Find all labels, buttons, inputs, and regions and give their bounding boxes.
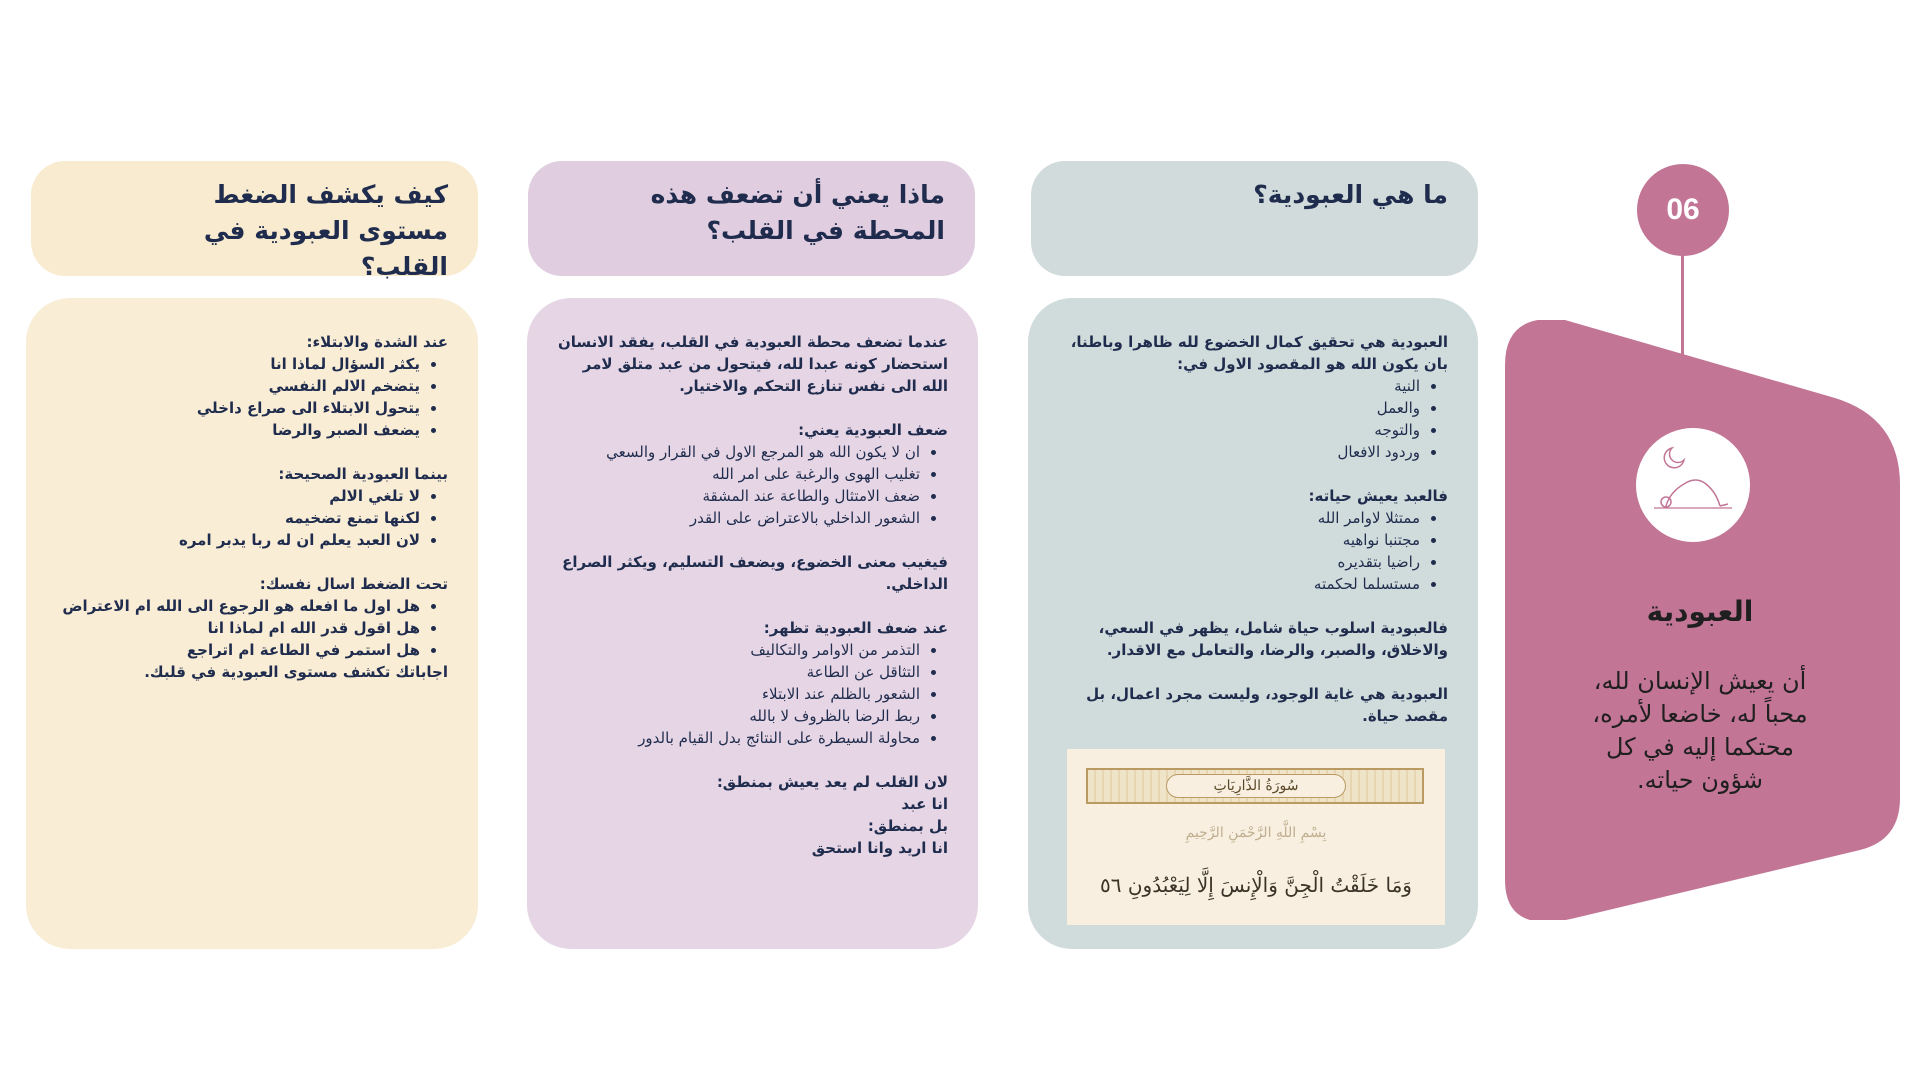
inner-conflict-paragraph: فيغيب معنى الخضوع، ويضعف التسليم، ويكثر الصراع الداخلي. <box>562 553 948 593</box>
description-line: محتكما إليه في كل <box>1605 733 1795 761</box>
list-item: • هل اقول قدر الله ام لماذا انا <box>56 617 420 639</box>
what-is-worship-heading-box <box>1031 161 1478 276</box>
weak-station-heading-box <box>528 161 975 276</box>
quran-verse-image <box>1067 749 1445 925</box>
servant-lives-list <box>1058 507 1448 595</box>
servant-lives-subheading: فالعبد يعيش حياته: <box>1308 487 1448 505</box>
signs-list <box>557 639 948 749</box>
list-item: • محاولة السيطرة على النتائج بدل القيام بالدور <box>557 727 920 749</box>
ayah-text: وَمَا خَلَقْتُ الْجِنَّ وَالْإِنسَ إِلَّا لِيَعْبُدُونِ ٥٦ <box>1100 873 1412 897</box>
hardship-subheading: عند الشدة والابتلاء: <box>306 333 448 351</box>
list-item: • ممتثلا لاوامر الله <box>1058 507 1420 529</box>
weak-station-intro: عندما تضعف محطة العبودية في القلب، يفقد الانسان استحضار كونه عبدا لله، فيتحول من عبد متلق لامر الله الى نفس تنازع التحكم والاختيار. <box>557 333 948 395</box>
list-item: • يتحول الابتلاء الى صراع داخلي <box>56 397 420 419</box>
heart-logic-line: انا عبد <box>901 795 948 813</box>
list-item: • الشعور الداخلي بالاعتراض على القدر <box>557 507 920 529</box>
pressure-heading-box <box>31 161 478 281</box>
surah-title-frame <box>1086 768 1424 804</box>
list-item: • يتضخم الالم النفسي <box>56 375 420 397</box>
list-item: • يكثر السؤال لماذا انا <box>56 353 420 375</box>
list-item: • ضعف الامتثال والطاعة عند المشقة <box>557 485 920 507</box>
description-line: أن يعيش الإنسان لله، <box>1593 667 1807 695</box>
list-item: • هل استمر في الطاعة ام اتراجع <box>56 639 420 661</box>
worship-definition: العبودية هي تحقيق كمال الخضوع لله ظاهرا وباطنا، بان يكون الله هو المقصود الاول في: <box>1070 333 1448 373</box>
weakness-means-subheading: ضعف العبودية يعني: <box>798 421 948 439</box>
list-item: • وردود الافعال <box>1058 441 1420 463</box>
purpose-paragraph: العبودية هي غاية الوجود، وليست مجرد اعمال، بل مقصد حياة. <box>1086 685 1448 725</box>
list-item: • مجتنبا نواهيه <box>1058 529 1420 551</box>
ask-yourself-subheading: تحت الضغط اسال نفسك: <box>259 575 448 593</box>
weak-station-heading: ماذا يعني أن تضعف هذه المحطة في القلب؟ <box>650 180 945 245</box>
prostrating-figure-moon-icon <box>1636 428 1750 542</box>
description-line: شؤون حياته. <box>1637 766 1763 794</box>
worship-title: العبودية <box>1646 595 1754 628</box>
worship-description <box>1540 665 1860 797</box>
way-of-life-paragraph: فالعبودية اسلوب حياة شامل، يظهر في السعي، والاخلاق، والصبر، والرضا، والتعامل مع الاقدار. <box>1098 619 1448 659</box>
list-item: • مستسلما لحكمته <box>1058 573 1420 595</box>
list-item: • راضيا بتقديره <box>1058 551 1420 573</box>
answers-reveal-line: اجاباتك تكشف مستوى العبودية في قلبك. <box>144 663 448 681</box>
pressure-heading: كيف يكشف الضغط مستوى العبودية في القلب؟ <box>203 180 448 281</box>
weak-station-card <box>527 298 978 949</box>
what-is-worship-heading: ما هي العبودية؟ <box>1253 180 1448 209</box>
surah-title: سُورَةُ الذَّارِيَاتِ <box>1166 774 1346 798</box>
list-item: • لا تلغي الالم <box>56 485 420 507</box>
weakness-means-list <box>557 441 948 529</box>
pressure-card <box>26 298 478 949</box>
description-line: محباً له، خاضعا لأمره، <box>1592 700 1808 728</box>
list-item: • لكنها تمنع تضخيمه <box>56 507 420 529</box>
step-number-badge: 06 <box>1637 164 1729 256</box>
list-item: • هل اول ما افعله هو الرجوع الى الله ام الاعتراض <box>56 595 420 617</box>
list-item: • النية <box>1058 375 1420 397</box>
heart-logic-line: انا اريد وانا استحق <box>811 839 948 857</box>
list-item: • ربط الرضا بالظروف لا بالله <box>557 705 920 727</box>
list-item: • تغليب الهوى والرغبة على امر الله <box>557 463 920 485</box>
hardship-list <box>56 353 448 441</box>
list-item: • ان لا يكون الله هو المرجع الاول في القرار والسعي <box>557 441 920 463</box>
true-worship-subheading: بينما العبودية الصحيحة: <box>278 465 448 483</box>
list-item: • والعمل <box>1058 397 1420 419</box>
heart-logic-line: بل بمنطق: <box>867 817 948 835</box>
ask-yourself-list <box>56 595 448 661</box>
worship-aspects-list <box>1058 375 1448 463</box>
true-worship-list <box>56 485 448 551</box>
signs-subheading: عند ضعف العبودية تظهر: <box>763 619 948 637</box>
heart-logic-line: لان القلب لم يعد يعيش بمنطق: <box>716 773 948 791</box>
basmala-text: بِسْمِ اللَّهِ الرَّحْمَنِ الرَّحِيمِ <box>1185 825 1327 841</box>
list-item: • التذمر من الاوامر والتكاليف <box>557 639 920 661</box>
list-item: • يضعف الصبر والرضا <box>56 419 420 441</box>
list-item: • والتوجه <box>1058 419 1420 441</box>
list-item: • الشعور بالظلم عند الابتلاء <box>557 683 920 705</box>
list-item: • التثاقل عن الطاعة <box>557 661 920 683</box>
list-item: • لان العبد يعلم ان له ربا يدبر امره <box>56 529 420 551</box>
